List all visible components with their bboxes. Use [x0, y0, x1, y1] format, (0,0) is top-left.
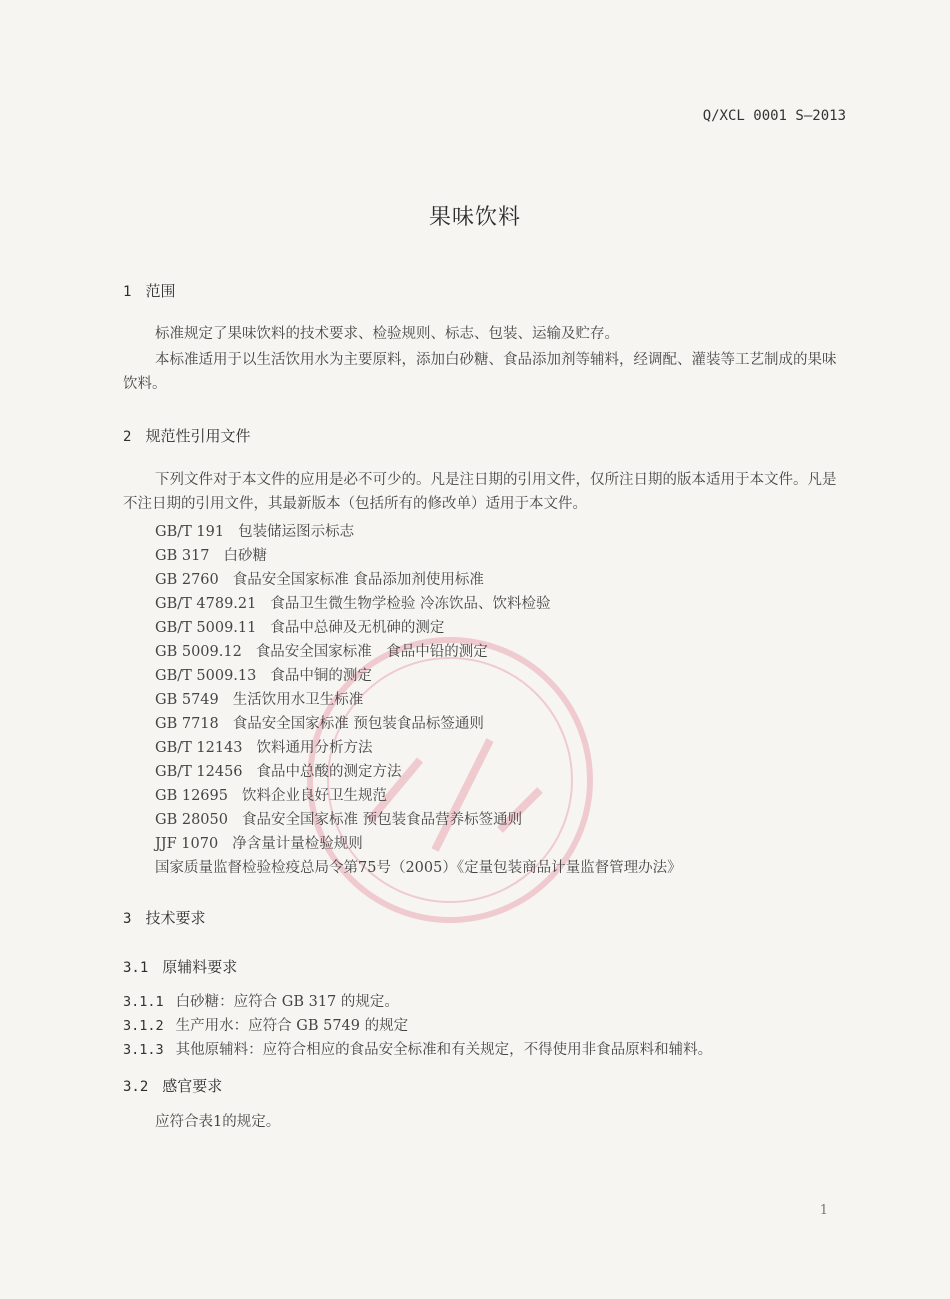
clause-text: 生产用水：应符合 GB 5749 的规定: [175, 1018, 409, 1034]
clause-3-1-2: [123, 1014, 408, 1035]
reference-item: [155, 736, 373, 757]
section-title: 技术要求: [145, 909, 206, 927]
clause-3-1-1: [123, 990, 399, 1011]
reference-code: GB 317: [155, 548, 210, 564]
section-number: 3: [123, 911, 132, 927]
reference-item: [155, 664, 372, 685]
reference-name: 饮料通用分析方法: [256, 740, 373, 756]
section-number: 2: [123, 429, 132, 445]
reference-code: GB 5749: [155, 692, 219, 708]
clause-number: 3.1.1: [123, 994, 164, 1010]
reference-name: 包装储运图示标志: [238, 524, 355, 540]
reference-code: GB/T 12143: [155, 740, 243, 756]
section-title: 规范性引用文件: [145, 427, 251, 445]
section-3-heading: [123, 907, 205, 928]
reference-name: 食品中铜的测定: [270, 668, 372, 684]
standard-code: Q/XCL 0001 S—2013: [702, 108, 846, 124]
reference-code: GB/T 5009.13: [155, 668, 257, 684]
clause-text: 白砂糖：应符合 GB 317 的规定。: [175, 994, 399, 1010]
reference-item: [155, 640, 488, 661]
reference-item: [155, 712, 484, 733]
reference-name: 食品卫生微生物学检验 冷冻饮品、饮料检验: [270, 596, 551, 612]
page-title: 果味饮料: [428, 205, 521, 230]
reference-name: 食品安全国家标准 预包装食品标签通则: [232, 716, 484, 732]
reference-item: [155, 616, 444, 637]
paragraph: 应符合表1的规定。: [155, 1114, 281, 1130]
reference-code: GB 7718: [155, 716, 219, 732]
reference-name: 净含量计量检验规则: [232, 836, 363, 852]
reference-name: 生活饮用水卫生标准: [232, 692, 364, 708]
section-2-heading: [123, 425, 250, 446]
reference-code: GB/T 191: [155, 524, 225, 540]
reference-item: [155, 520, 354, 541]
reference-item: [155, 760, 402, 781]
reference-name: 国家质量监督检验检疫总局令第75号（2005）《定量包装商品计量监督管理办法》: [155, 860, 682, 876]
reference-item: [155, 808, 522, 829]
clause-number: 3.1.3: [123, 1042, 164, 1058]
section-number: 3.2: [123, 1079, 149, 1095]
page-number: 1: [819, 1203, 828, 1218]
reference-item: [155, 544, 267, 565]
reference-code: GB 2760: [155, 572, 219, 588]
reference-code: GB 12695: [155, 788, 228, 804]
reference-name: 食品安全国家标准 食品中铅的测定: [255, 644, 488, 660]
reference-code: GB 5009.12: [155, 644, 242, 660]
section-3-1-heading: [123, 956, 237, 977]
reference-name: 食品中总酸的测定方法: [256, 764, 402, 780]
paragraph: 本标准适用于以生活饮用水为主要原料，添加白砂糖、食品添加剂等辅料，经调配、灌装等工艺制成的果味饮料。: [123, 352, 837, 392]
reference-item: [155, 592, 550, 613]
section-title: 范围: [145, 282, 176, 300]
reference-name: 食品安全国家标准 预包装食品营养标签通则: [241, 812, 523, 828]
section-number: 1: [123, 284, 132, 300]
reference-name: 食品中总砷及无机砷的测定: [270, 620, 445, 636]
section-1-heading: [123, 280, 175, 301]
reference-item: [155, 688, 363, 709]
clause-3-1-3: [123, 1038, 712, 1059]
reference-item: [155, 568, 484, 589]
section-title: 原辅料要求: [162, 958, 238, 976]
reference-item: [155, 832, 363, 853]
reference-code: GB/T 5009.11: [155, 620, 257, 636]
reference-name: 白砂糖: [223, 548, 268, 564]
reference-code: GB 28050: [155, 812, 228, 828]
reference-code: GB/T 12456: [155, 764, 243, 780]
paragraph: 下列文件对于本文件的应用是必不可少的。凡是注日期的引用文件，仅所注日期的版本适用于本文件。凡是不注日期的引用文件，其最新版本（包括所有的修改单）适用于本文件。: [123, 472, 837, 512]
clause-number: 3.1.2: [123, 1018, 164, 1034]
reference-name: 饮料企业良好卫生规范: [241, 788, 387, 804]
paragraph: 标准规定了果味饮料的技术要求、检验规则、标志、包装、运输及贮存。: [155, 326, 619, 342]
section-title: 感官要求: [162, 1077, 223, 1095]
reference-item: [155, 784, 387, 805]
section-3-2-heading: [123, 1075, 222, 1096]
reference-name: 食品安全国家标准 食品添加剂使用标准: [232, 572, 484, 588]
reference-code: GB/T 4789.21: [155, 596, 257, 612]
reference-code: JJF 1070: [155, 836, 219, 852]
clause-text: 其他原辅料：应符合相应的食品安全标准和有关规定，不得使用非食品原料和辅料。: [175, 1042, 713, 1058]
reference-item: [155, 856, 682, 877]
section-number: 3.1: [123, 960, 149, 976]
